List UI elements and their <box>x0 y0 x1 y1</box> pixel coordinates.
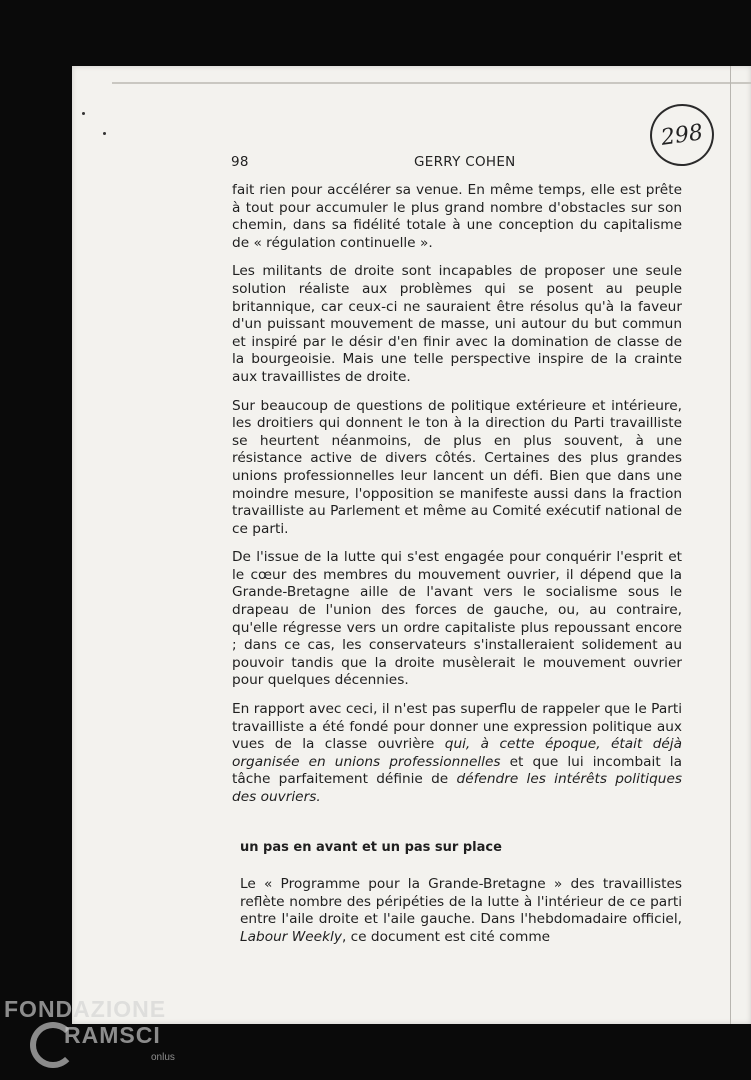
archive-stamp: 298 <box>646 100 718 170</box>
speck <box>82 112 85 115</box>
section-subheading: un pas en avant et un pas sur place <box>240 839 502 855</box>
paragraph-4 <box>232 549 682 690</box>
page-top-edge <box>112 82 751 84</box>
running-author: GERRY COHEN <box>414 154 516 170</box>
paragraph-list <box>232 182 682 807</box>
text-run: Les militants de droite sont incapables de proposer une seule solution réaliste aux problèmes qui se posent au peuple britannique, car ceux-ci ne sauraient être résolus qu'à la faveur d'un puissant mouvement de masse, uni autour du but commun et inspiré par le désir d'en finir avec la domination de classe de la bourgeoisie. Mais une telle perspective inspire de la crainte aux travaillistes de droite. <box>232 263 682 385</box>
paragraph-1 <box>232 182 682 252</box>
watermark-line-1: FONDAZIONE <box>4 996 167 1022</box>
page-right-edge <box>730 66 731 1024</box>
text-run: De l'issue de la lutte qui s'est engagée pour conquérir l'esprit et le cœur des membres du mouvement ouvrier, il dépend que la Grande-Bretagne aille de l'avant vers le socialisme sous le drapeau de l'union des forces de gauche, ou, au contraire, qu'elle régresse vers un ordre capitaliste plus repoussant encore ; dans ce cas, les conservateurs s'installeraient solidement au pouvoir tandis que la droite musèlerait le mouvement ouvrier pour quelques décennies. <box>232 549 682 689</box>
italic-run: Labour Weekly <box>240 928 342 945</box>
paragraph-3 <box>232 398 682 539</box>
italic-run: défendre les intérêts politiques des ouvriers. <box>232 771 682 805</box>
text-run: fait rien pour accélérer sa venue. En même temps, elle est prête à tout pour accumuler le plus grand nombre d'obstacles sur son chemin, dans sa fidélité totale à une conception du capitalisme de « régulation continuelle ». <box>232 182 682 251</box>
paragraph-5 <box>232 701 682 807</box>
text-run: Le « Programme pour la Grande-Bretagne » des travaillistes reflète nombre des péripéties de la lutte à l'intérieur de ce parti entre l'aile droite et l'aile gauche. Dans l'hebdomadaire officiel, <box>240 876 682 928</box>
text-run: et que lui incombait la tâche parfaitement définie de <box>232 753 682 788</box>
watermark-line-3: onlus <box>151 1052 175 1063</box>
final-paragraph <box>232 876 682 946</box>
document-page <box>72 66 751 1024</box>
page-number: 98 <box>231 154 249 170</box>
paragraph-2 <box>232 263 682 386</box>
text-run: , ce document est cité comme <box>341 928 551 945</box>
text-run: Sur beaucoup de questions de politique extérieure et intérieure, les droitiers qui donnent le ton à la direction du Parti travailliste se heurtent néanmoins, de plus en plus souvent, à une résistance active de divers côtés. Certaines des plus grandes unions professionnelles leur lancent un défi. Bien que dans une moindre mesure, l'opposition se manifeste aussi dans la fraction travailliste au Parlement et même au Comité exécutif national de ce parti. <box>232 397 682 537</box>
body-text <box>232 182 682 958</box>
watermark-logo <box>4 994 204 1080</box>
italic-run: qui, à cette époque, était déjà organisée en unions professionnelles <box>232 736 682 770</box>
speck <box>103 132 106 135</box>
text-run: En rapport avec ceci, il n'est pas superflu de rappeler que le Parti travailliste a été fondé pour donner une expression politique aux vues de la classe ouvrière <box>232 701 682 753</box>
watermark-line-2: RAMSCI <box>64 1022 161 1048</box>
